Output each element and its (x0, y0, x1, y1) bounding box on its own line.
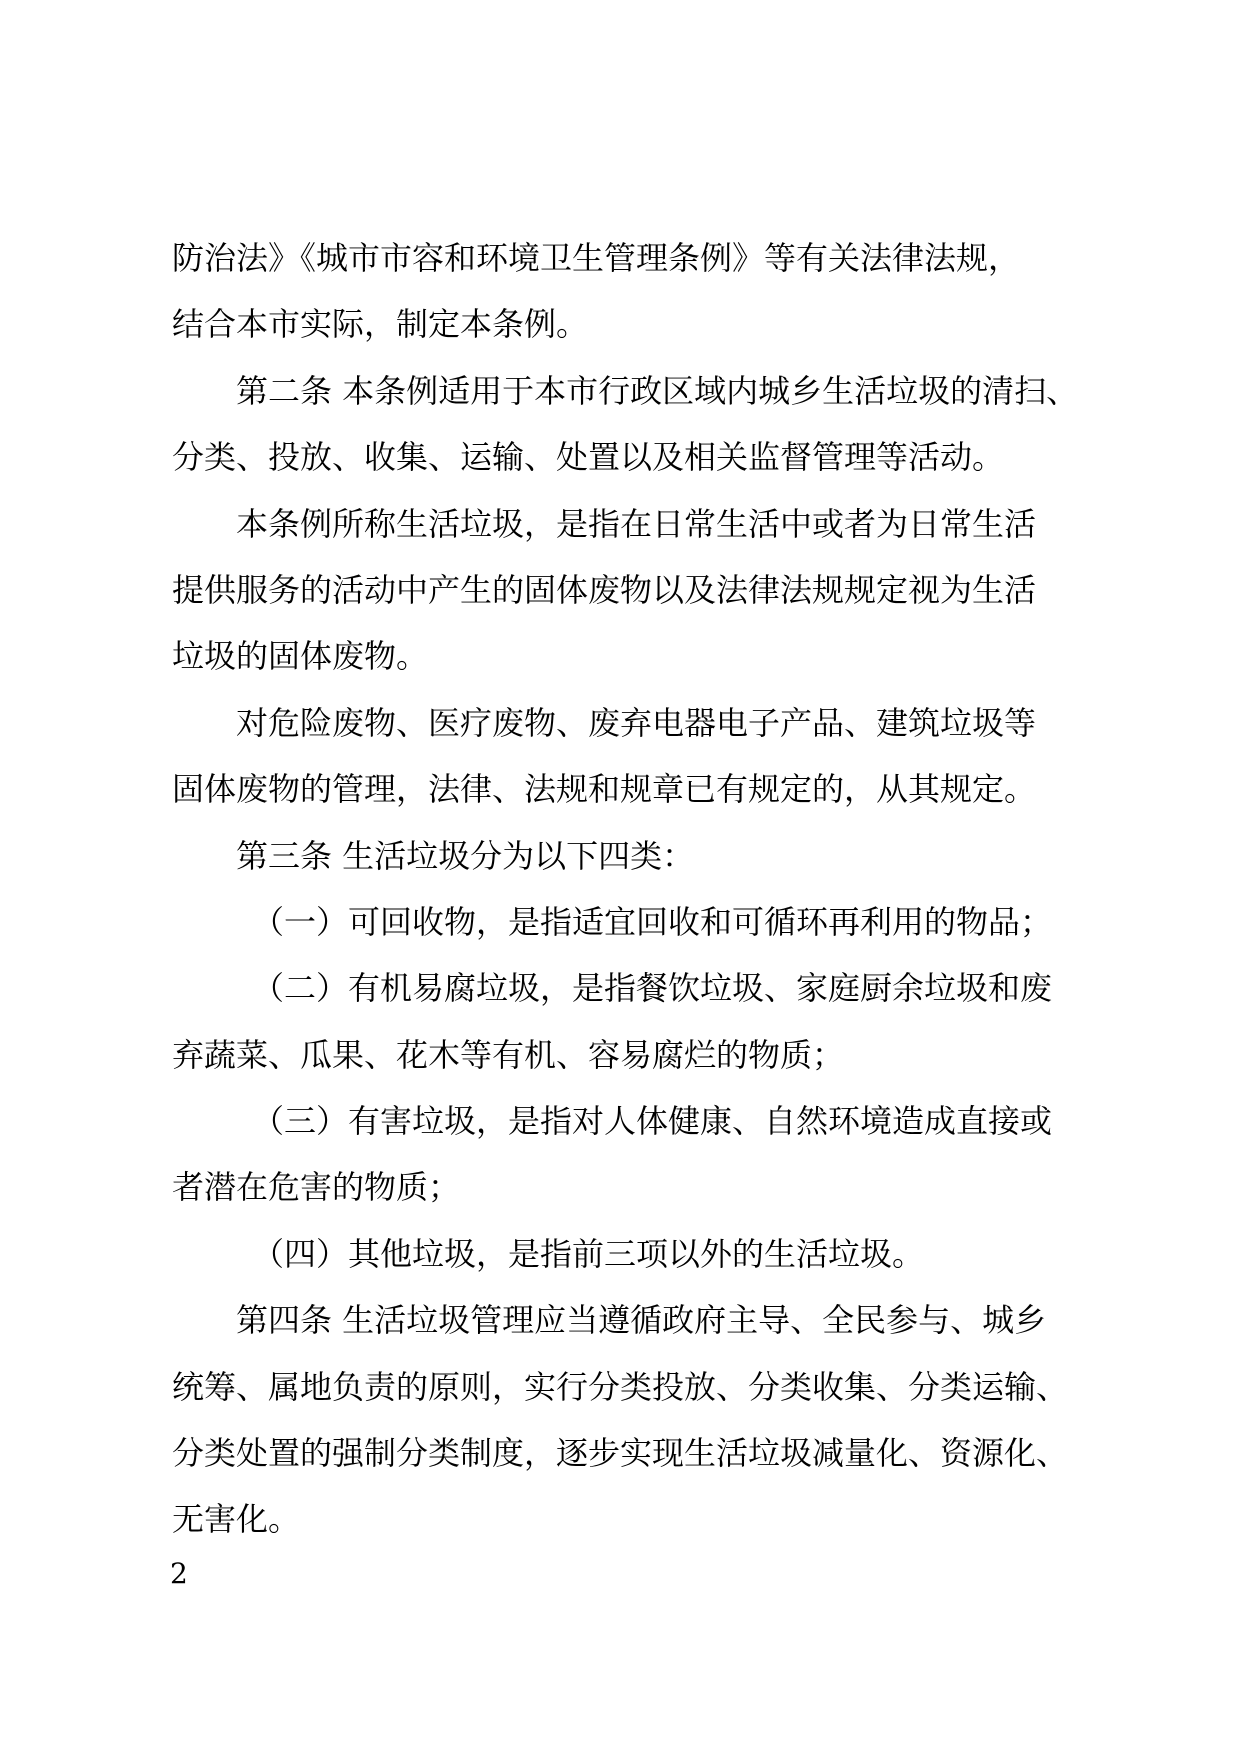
document-body (172, 225, 1102, 1553)
article-2-heading-line: 第二条 本条例适用于本市行政区域内城乡生活垃圾的清扫、 (236, 371, 1079, 410)
text-line: 固体废物的管理，法律、法规和规章已有规定的，从其规定。 (172, 770, 1037, 809)
text-line: 者潜在危害的物质； (172, 1168, 461, 1207)
text-line: 防治法》《城市市容和环境卫生管理条例》等有关法律法规， (172, 239, 1021, 277)
text-line: 分类、投放、收集、运输、处置以及相关监督管理等活动。 (172, 438, 1005, 477)
page-number: 2 (170, 1557, 188, 1590)
text-line: 无害化。 (172, 1500, 301, 1539)
text-line: 垃圾的固体废物。 (172, 637, 429, 676)
paragraph-start-line: 对危险废物、医疗废物、废弃电器电子产品、建筑垃圾等 (236, 703, 1037, 742)
list-item-1: （一）可回收物，是指适宜回收和可循环再利用的物品； (252, 902, 1053, 941)
list-item-3: （三）有害垃圾，是指对人体健康、自然环境造成直接或 (252, 1102, 1053, 1141)
text-line: 结合本市实际，制定本条例。 (172, 305, 589, 344)
text-line: 统筹、属地负责的原则，实行分类投放、分类收集、分类运输、 (172, 1367, 1069, 1406)
text-line: 弃蔬菜、瓜果、花木等有机、容易腐烂的物质； (172, 1035, 845, 1074)
article-3-heading-line: 第三条 生活垃圾分为以下四类： (236, 836, 695, 875)
list-item-4: （四）其他垃圾，是指前三项以外的生活垃圾。 (252, 1234, 925, 1273)
list-item-2: （二）有机易腐垃圾，是指餐饮垃圾、家庭厨余垃圾和废 (252, 969, 1053, 1008)
text-line: 提供服务的活动中产生的固体废物以及法律法规规定视为生活 (172, 570, 1037, 609)
text-line: 分类处置的强制分类制度，逐步实现生活垃圾减量化、资源化、 (172, 1434, 1069, 1473)
paragraph-start-line: 本条例所称生活垃圾，是指在日常生活中或者为日常生活 (236, 504, 1037, 543)
article-4-heading-line: 第四条 生活垃圾管理应当遵循政府主导、全民参与、城乡 (236, 1301, 1047, 1340)
